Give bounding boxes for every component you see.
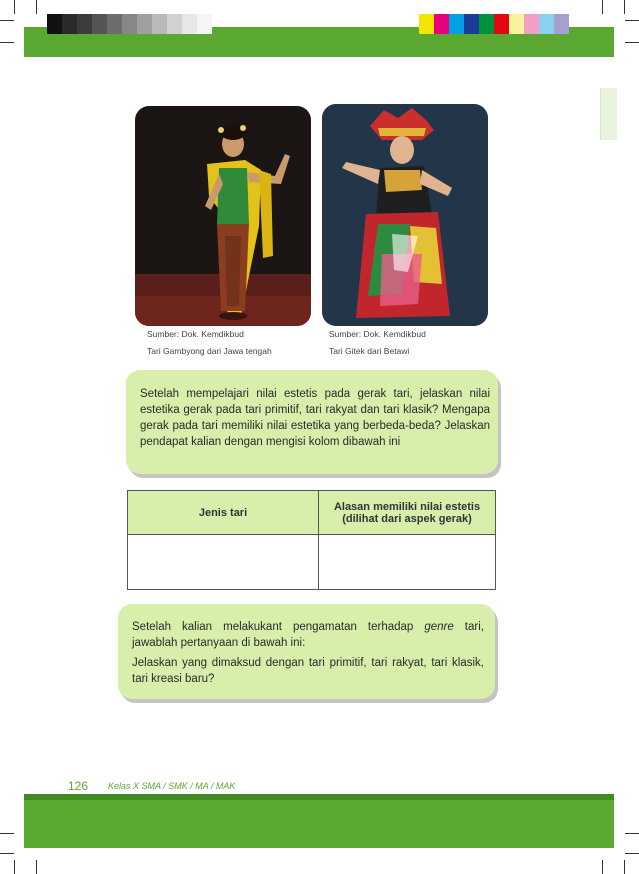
page-number: 126 [68,779,89,793]
gray-swatch [92,14,107,34]
color-swatch [494,14,509,34]
table-cell-alasan[interactable] [319,535,496,590]
activity-2-question: Jelaskan yang dimaksud dengan tari primitif, tari rakyat, tari klasik, tari kreasi baru? [132,657,484,685]
side-tab [600,88,617,140]
activity-2-intro-a: Setelah kalian melakukant pengamatan terhadap [132,621,425,633]
photo1-source: Sumber: Dok. Kemdikbud [147,329,244,339]
activity-1-text: Setelah mempelajari nilai estetis pada gerak tari, jelaskan nilai estetika gerak pada tari primitif, tari rakyat dan tari klasik? Mengapa gerak pada tari memiliki nilai estetika yang berbeda-beda? Jelaskan pendapat kalian dengan mengisi kolom dibawah ini [140,388,490,448]
color-swatch [479,14,494,34]
gray-swatch [107,14,122,34]
table-row [128,535,496,590]
book-title: Kelas X SMA / SMK / MA / MAK [108,781,236,791]
photo2-caption: Tari Gitek dari Betawi [329,346,410,356]
gray-swatch [77,14,92,34]
gray-swatch [197,14,212,34]
color-swatch [464,14,479,34]
gray-swatch [167,14,182,34]
color-swatch [449,14,464,34]
gray-swatch [137,14,152,34]
color-swatch [554,14,569,34]
activity-box-1 [126,370,498,474]
activity-2-intro-b: tari, jawablah pertanyaan di bawah ini: [132,621,484,649]
activity-2-intro [132,619,484,651]
color-calibration-bar [419,14,569,34]
gray-swatch [152,14,167,34]
gray-swatch [122,14,137,34]
photo2-source: Sumber: Dok. Kemdikbud [329,329,426,339]
gray-swatch [62,14,77,34]
color-swatch [539,14,554,34]
grayscale-calibration-bar [47,14,212,34]
color-swatch [434,14,449,34]
table-header-row [128,491,496,535]
gray-swatch [47,14,62,34]
color-swatch [419,14,434,34]
color-swatch [524,14,539,34]
gray-swatch [182,14,197,34]
activity-box-2 [118,604,495,699]
color-swatch [509,14,524,34]
photo-tari-gambyong [135,106,311,326]
genre-term: genre [424,621,454,633]
footer-band-shade [24,794,614,800]
footer-band [24,794,614,848]
table-cell-jenis[interactable] [128,535,319,590]
aesthetic-table [127,490,496,590]
header-alasan: Alasan memiliki nilai estetis (dilihat dari aspek gerak) [319,491,496,535]
photo-tari-gitek [322,104,488,326]
header-jenis-tari: Jenis tari [128,491,319,535]
photo1-caption: Tari Gambyong dari Jawa tengah [147,346,272,356]
